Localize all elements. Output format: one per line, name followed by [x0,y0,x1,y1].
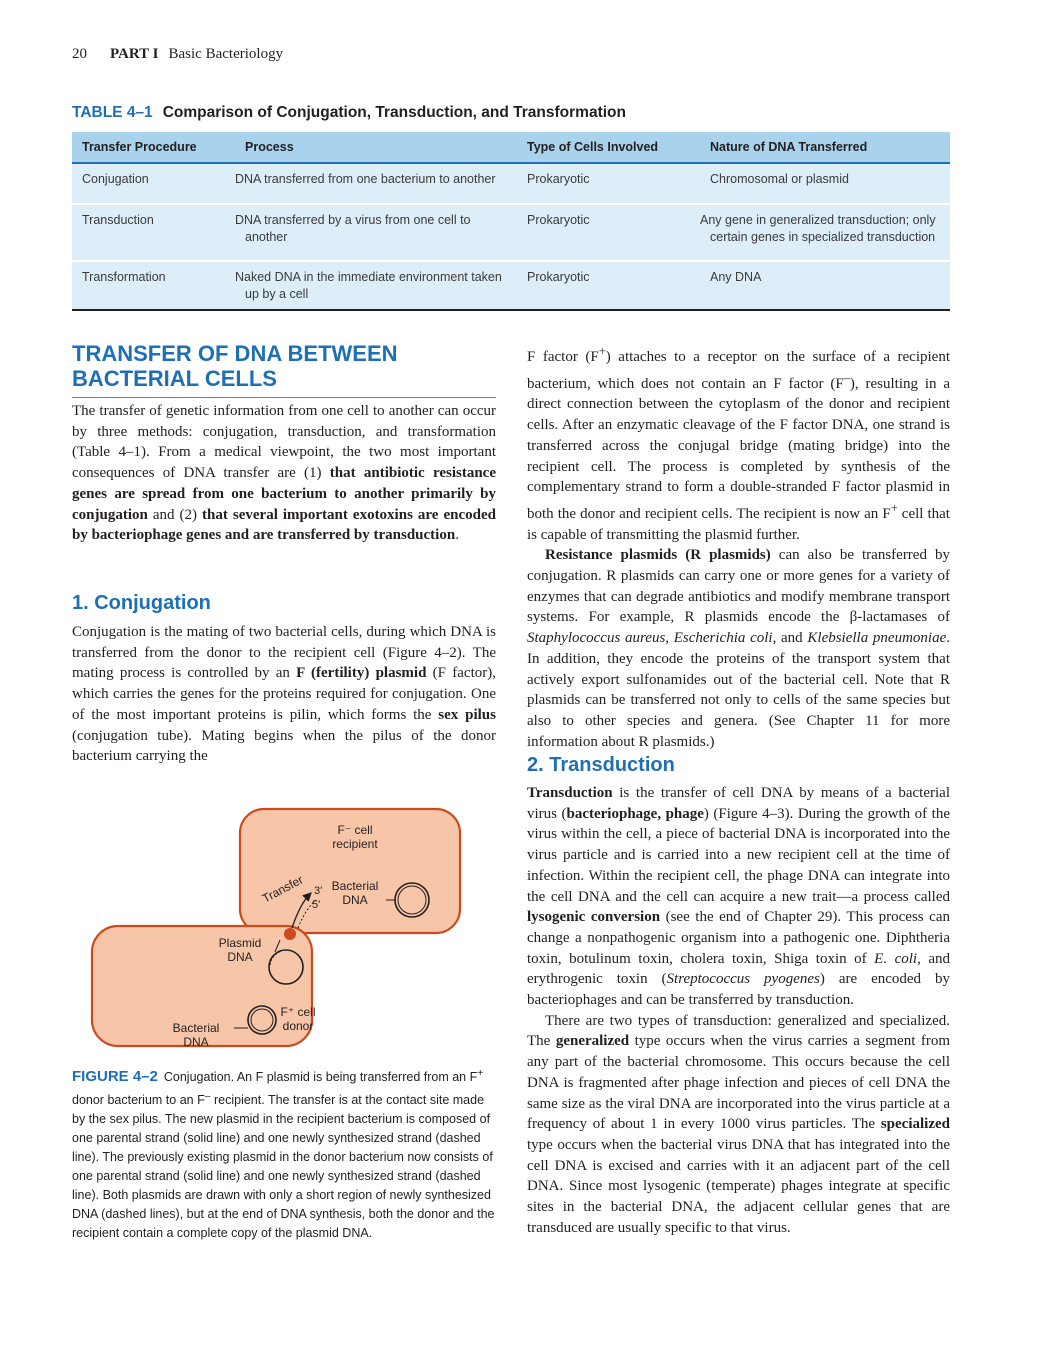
text-run: ) (Figure 4–3). During the growth of the virus within the cell, a piece of bacterial DNA is incorporated into the virus particle and is carried into a new recipient cell at the time of infection. Within the recipient cell, the phage DNA can integrate into the cell DNA and the cell can acquire a new trait—a process called [527,805,950,905]
text-run: ), resulting in a direct connection between the cytoplasm of the donor and recipient cells. After an enzymatic cleavage of the F factor DNA, one strand is transferred across the conjugal bridge (mating bridge) into the recipient cell. The process is completed by synthesis of the complementary strand to form a double-stranded F factor plasmid in both the donor and recipient cells. The recipient is now an F [527,375,950,522]
table-cell: Any gene in generalized transduction; only certain genes in specialized transduction [700,204,950,261]
right-column-top [527,341,950,752]
right-column-bottom [527,783,950,1238]
italic: E. coli [874,950,918,967]
paragraph [527,341,950,545]
emphasis: sex pilus [438,706,496,723]
bacterial-dna-label: DNA [342,893,368,907]
emphasis: that several important exotoxins are encoded by bacteriophage genes and are transferred by transduction [72,506,496,544]
table-cell: Prokaryotic [517,204,700,261]
section-heading-line: TRANSFER OF DNA BETWEEN [72,341,398,366]
bacterial-dna-label: Bacterial [172,1021,220,1035]
emphasis: specialized [880,1116,950,1133]
column-header: Type of Cells Involved [517,132,700,163]
paragraph [527,1011,950,1239]
italic: Escherichia coli [673,630,773,647]
text-run: (see the end of Chapter 29). This process can change a nonpathogenic organism into a pathogenic one. Diphtheria toxin, botulinum toxin, cholera toxin, Shiga toxin of [527,909,950,967]
bacterial-dna-label: DNA [183,1035,209,1049]
text-run: Conjugation is the mating of two bacterial cells, during which DNA is transferred from the donor to the recipient cell (Figure 4–2). The mating process is controlled by an [72,624,496,682]
text-run: type occurs when the virus carries a segment from any part of the bacterial chromosome. This occurs because the cell DNA is fragmented after phage infection and pieces of cell DNA the same size as the viral DNA are incorporated into the virus particle at a frequency of about 1 in every 1000 virus particles. The [527,1033,951,1133]
paragraph [527,783,950,1011]
table-cell: Chromosomal or plasmid [700,163,950,204]
superscript: – [843,370,850,385]
five-prime-label: 5' [312,899,321,911]
text-run: is the transfer of cell DNA by means of a bacterial virus ( [527,785,950,822]
section-heading [72,341,496,398]
sex-pilus [284,928,296,940]
italic: Staphylococcus aureus [527,630,666,647]
text-run: . In addition, they encode the proteins of the transport system that actively export sulfonamides out of the bacterial cell. Note that R plasmids can be transferred not only to cells of the same species but also to other species and genera. (See Chapter 11 for more information about R plasmids.) [527,630,950,750]
three-prime-label: 3' [314,885,323,897]
table-cell: DNA transferred by a virus from one cell to another [235,204,517,261]
emphasis: bacteriophage, phage [566,805,704,822]
emphasis: Resistance plasmids (R plasmids) [545,547,771,564]
comparison-table [72,132,950,311]
text-run: , and erythrogenic toxin ( [527,950,950,988]
emphasis: generalized [555,1033,630,1050]
text-run: cell that is capable of transmitting the plasmid further. [527,505,950,543]
transfer-label: Transfer [259,872,306,906]
table-row [72,163,950,204]
text-run: (F factor), which carries the genes for the proteins required for conjugation. One of the most important proteins is pilin, which forms the [72,665,496,723]
text-run: can also be transferred by conjugation. R plasmids can carry one or more genes for a variety of enzymes that can degrade antibiotics and modify membrane transport systems. For example, R plasmids encode the β-lactamases of [527,547,950,626]
text-run: , [665,630,674,647]
emphasis: that antibiotic resistance genes are spread from one bacterium to another primarily by conjugation [72,465,496,523]
superscript: + [890,500,898,515]
table-cell: Conjugation [72,163,235,204]
italic: Streptococcus pyogenes [666,971,820,988]
text-run: donor bacterium to an F [72,1093,205,1108]
figure-label: FIGURE 4–2 [72,1068,158,1086]
intro-paragraph [72,401,496,546]
table-cell: Prokaryotic [517,163,700,204]
part-label: PART I [110,46,159,62]
table-cell: Prokaryotic [517,261,700,310]
figure-caption [72,1064,496,1243]
recipient-label: F⁻ cell [337,823,373,837]
column-header: Nature of DNA Transferred [700,132,950,163]
conjugation-heading: 1. Conjugation [72,592,211,614]
table-title [72,104,626,122]
text-run: ) attaches to a receptor on the surface of a recipient bacterium, which does not contain an F factor (F [527,349,950,392]
table-cell: Naked DNA in the immediate environment taken up by a cell [235,261,517,310]
table-cell: Transformation [72,261,235,310]
table-cell: Any DNA [700,261,950,310]
italic: Klebsiella pneumoniae [807,630,947,647]
table-cell: DNA transferred from one bacterium to another [235,163,517,204]
column-header: Transfer Procedure [72,132,235,163]
text-run: Conjugation. An F plasmid is being transferred from an F [163,1070,478,1085]
superscript: + [598,344,606,358]
text-run: There are two types of transduction: generalized and specialized. The [527,1012,950,1050]
table-header-row [72,132,950,163]
transduction-heading: 2. Transduction [527,754,675,776]
table-caption: Comparison of Conjugation, Transduction, and Transformation [162,104,626,121]
conjugation-paragraph [72,622,496,767]
emphasis: F (fertility) plasmid [296,665,427,682]
text-run: . [455,527,459,544]
donor-label: F⁺ cell [280,1005,316,1019]
page-number: 20 [72,46,87,62]
conjugation-diagram [72,800,496,1060]
text-run: ) are encoded by bacteriophages and can be transferred by transduction. [527,971,950,1009]
table-label: TABLE 4–1 [72,104,153,121]
text-run: (conjugation tube). Mating begins when the pilus of the donor bacterium carrying the [72,727,496,765]
book-section: Basic Bacteriology [168,46,284,62]
plasmid-label: DNA [227,950,253,964]
superscript: – [204,1091,211,1103]
text-run: , and [772,630,808,647]
bacterial-dna-label: Bacterial [331,879,379,893]
emphasis: Transduction [527,785,613,801]
table-row [72,204,950,261]
emphasis: lysogenic conversion [527,909,661,926]
plasmid-label: Plasmid [218,936,262,950]
running-header [72,46,283,63]
text-run: F factor (F [527,349,599,365]
text-run: recipient. The transfer is at the contact site made by the sex pilus. The new plasmid in the recipient bacterium is composed of one parental strand (solid line) and one newly synthesized strand (dashed line). The previously existing plasmid in the donor bacterium now consists of one parental strand (solid line) and one newly synthesized strand (dashed line). Both plasmids are drawn with only a short region of newly synthesized DNA (dashed lines), but at the end of DNA synthesis, both the donor and the recipient contain a complete copy of the plasmid DNA. [72,1093,495,1241]
donor-label: donor [282,1019,314,1033]
table-cell: Transduction [72,204,235,261]
paragraph [527,545,950,752]
text-run: type occurs when the bacterial virus DNA that has integrated into the cell DNA is excised and carries with it an adjacent part of the cell DNA. Since most lysogenic (temperate) phages integrate at specific sites in the bacterial DNA, the adjacent cellular genes that are transduced are usually specific to that virus. [527,1136,950,1236]
superscript: + [477,1068,484,1079]
table-row [72,261,950,310]
text-run: The transfer of genetic information from one cell to another can occur by three methods: conjugation, transduction, and transformation (Table 4–1). From a medical viewpoint, the two most important consequences of DNA transfer are (1) [72,403,496,482]
recipient-label: recipient [332,837,378,851]
section-heading-line: BACTERIAL CELLS [72,366,277,391]
column-header: Process [235,132,517,163]
text-run: and (2) [147,506,203,523]
